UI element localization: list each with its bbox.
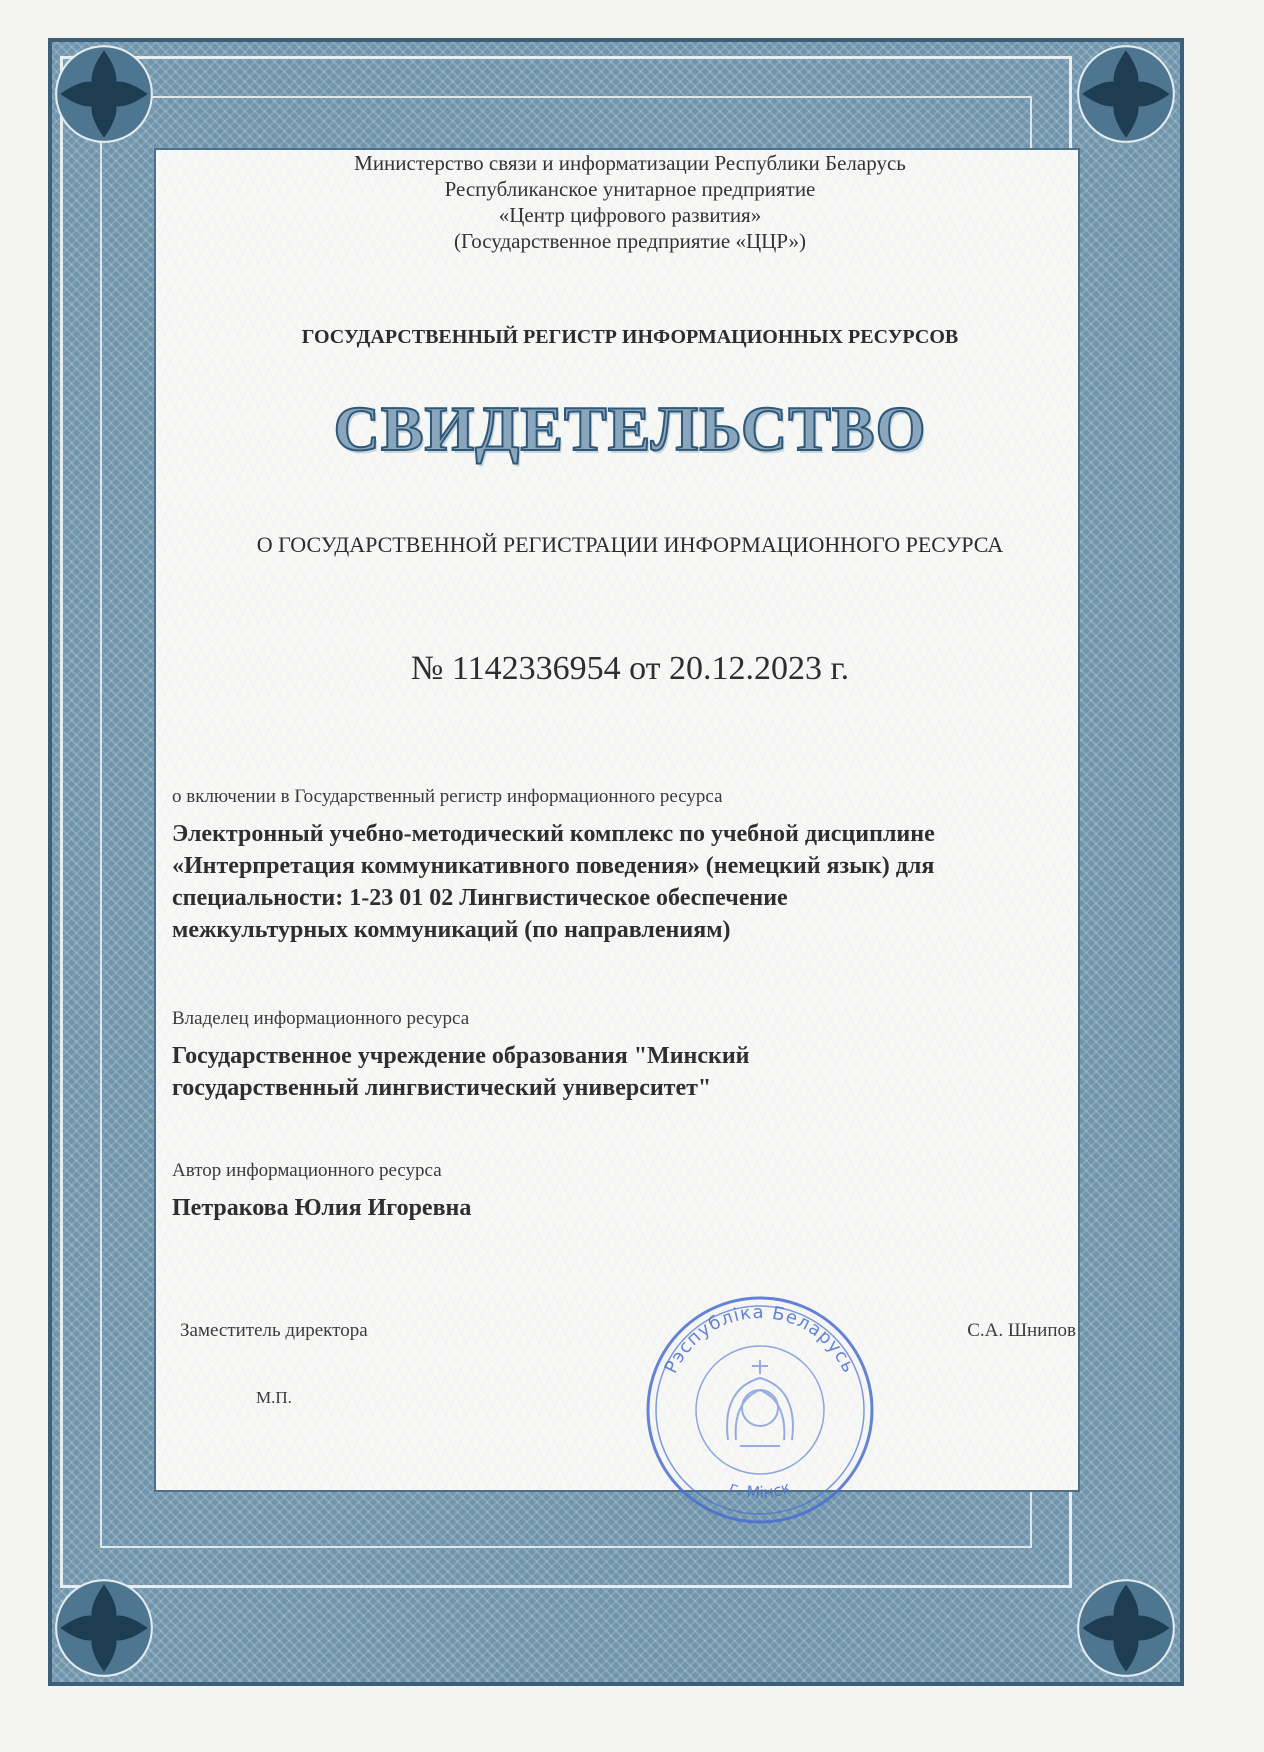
corner-leaf-ornament-icon xyxy=(52,1576,156,1680)
owner-label: Владелец информационного ресурса xyxy=(172,1008,470,1029)
corner-leaf-ornament-icon xyxy=(52,42,156,146)
document-title: СВИДЕТЕЛЬСТВО xyxy=(333,393,927,464)
issuer-header xyxy=(180,150,1080,254)
seal-place-mark: М.П. xyxy=(256,1388,292,1407)
signatory-title: Заместитель директора xyxy=(180,1320,368,1341)
certificate-number: № 1142336954 от 20.12.2023 г. xyxy=(410,650,850,687)
register-title: ГОСУДАРСТВЕННЫЙ РЕГИСТР ИНФОРМАЦИОННЫХ РЕСУРСОВ xyxy=(301,326,959,348)
owner-name xyxy=(172,1040,1092,1104)
owner-name-line: Государственное учреждение образования "Минский xyxy=(172,1043,750,1069)
corner-leaf-ornament-icon xyxy=(1074,1576,1178,1680)
resource-name-line: «Интерпретация коммуникативного поведения» (немецкий язык) для xyxy=(172,853,935,879)
resource-name-line: межкультурных коммуникаций (по направлениям) xyxy=(172,917,731,943)
corner-leaf-ornament-icon xyxy=(1074,42,1178,146)
signatory-name: С.А. Шнипов xyxy=(967,1320,1076,1341)
document-subtitle: О ГОСУДАРСТВЕННОЙ РЕГИСТРАЦИИ ИНФОРМАЦИОННОГО РЕСУРСА xyxy=(256,532,1004,557)
resource-name-line: специальности: 1-23 01 02 Лингвистическое обеспечение xyxy=(172,885,788,911)
owner-name-line: государственный лингвистический университет" xyxy=(172,1075,712,1101)
enterprise-type: Республиканское унитарное предприятие xyxy=(444,177,816,201)
author-label: Автор информационного ресурса xyxy=(172,1160,442,1181)
resource-name xyxy=(172,818,1092,946)
stamp-outer-text: Рэспубліка Беларусь xyxy=(660,1301,860,1377)
svg-text:г. Мінск xyxy=(727,1477,794,1502)
inclusion-label: о включении в Государственный регистр информационного ресурса xyxy=(172,786,723,807)
stamp-city-text: г. Мінск xyxy=(726,1477,794,1503)
author-name: Петракова Юлия Игоревна xyxy=(172,1195,472,1221)
official-stamp-icon xyxy=(640,1290,880,1530)
enterprise-name: «Центр цифрового развития» xyxy=(498,203,762,227)
ministry-name: Министерство связи и информатизации Республики Беларусь xyxy=(354,151,906,175)
enterprise-short-name: (Государственное предприятие «ЦЦР») xyxy=(453,229,807,253)
resource-name-line: Электронный учебно-методический комплекс по учебной дисциплине xyxy=(172,821,935,847)
